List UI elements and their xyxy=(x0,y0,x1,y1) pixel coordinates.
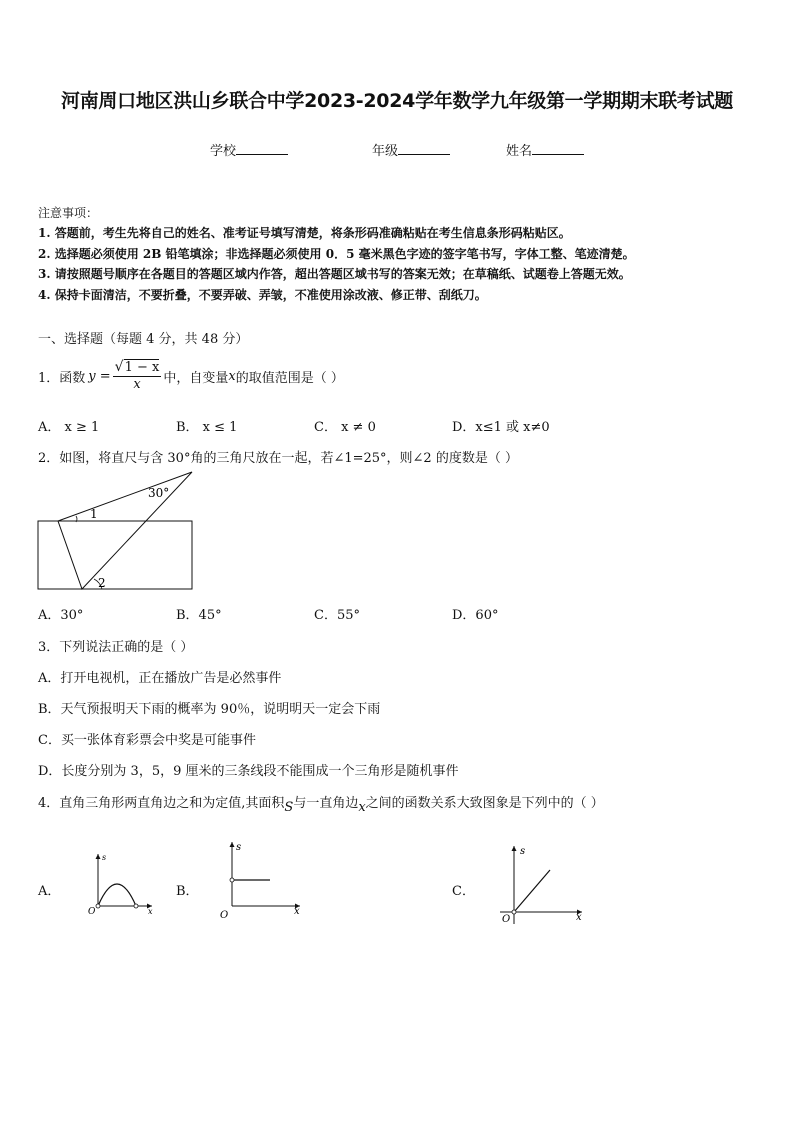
graph-a-y-label: s xyxy=(102,853,107,862)
q1-numerator: 1 − x xyxy=(124,360,160,375)
q1-option-a[interactable]: A． x ≥ 1 xyxy=(38,420,100,435)
triangle-shape xyxy=(58,472,192,589)
q4-text-b: 与一直角边 xyxy=(293,796,359,811)
graph-b-x-label: x xyxy=(294,906,300,917)
parabola-curve xyxy=(98,884,136,906)
q1-suffix: 中，自变量 xyxy=(163,370,229,386)
school-label: 学校 xyxy=(210,144,237,159)
notice-item-3: 3. 请按照题号顺序在各题目的答题区域内作答，超出答题区域书写的答案无效；在草稿纸、试题卷上答题无效。 xyxy=(38,267,631,281)
q4-option-b[interactable]: B． xyxy=(176,884,199,899)
q1-option-c[interactable]: C． x ≠ 0 xyxy=(314,420,376,435)
question-2: 2．如图，将直尺与含 30°角的三角尺放在一起，若∠1=25°，则∠2 的度数是（ ） xyxy=(38,451,518,466)
grade-field[interactable] xyxy=(372,140,450,159)
name-field[interactable] xyxy=(506,140,584,159)
angle-30-label: 30° xyxy=(148,486,170,500)
graph-a-x-label: x xyxy=(148,907,153,916)
q3-option-a[interactable]: A．打开电视机，正在播放广告是必然事件 xyxy=(38,671,282,686)
q3-option-d[interactable]: D．长度分别为 3，5，9 厘米的三条线段不能围成一个三角形是随机事件 xyxy=(38,764,459,779)
linear-line xyxy=(514,870,550,912)
q4-text-a: 4．直角三角形两直角边之和为定值,其面积 xyxy=(38,796,285,811)
q2-option-c[interactable]: C．55° xyxy=(314,608,360,623)
q1-prefix: 1．函数 xyxy=(38,370,86,386)
angle-1-arc xyxy=(76,516,77,522)
graph-b-y-label: s xyxy=(236,842,242,853)
q1-option-d[interactable]: D．x≤1 或 x≠0 xyxy=(452,420,550,435)
q4-var-x: x xyxy=(358,800,366,815)
angle-2-label: 2 xyxy=(98,576,106,590)
graph-b xyxy=(210,836,306,922)
q4-option-c[interactable]: C． xyxy=(452,884,475,899)
grade-label: 年级 xyxy=(372,144,399,159)
notice-item-4: 4. 保持卡面清洁，不要折叠，不要弄破、弄皱，不准使用涂改液、修正带、刮纸刀。 xyxy=(38,288,487,302)
graph-c-y-label: s xyxy=(520,846,526,857)
question-4 xyxy=(38,792,604,815)
question-1 xyxy=(38,354,344,398)
section-heading: 一、选择题（每题 4 分，共 48 分） xyxy=(38,332,249,347)
q4-option-a[interactable]: A． xyxy=(38,884,61,899)
q4-text-c: 之间的函数关系大致图象是下列中的（ ） xyxy=(365,796,604,811)
graph-c-origin: O xyxy=(502,914,511,925)
q4-var-s: S xyxy=(284,800,294,815)
q1-var: x xyxy=(228,368,236,384)
ruler-triangle-figure xyxy=(30,466,200,596)
question-3: 3．下列说法正确的是（ ） xyxy=(38,640,194,655)
name-label: 姓名 xyxy=(506,144,533,159)
q1-suffix2: 的取值范围是（ ） xyxy=(235,370,344,386)
q3-option-c[interactable]: C．买一张体育彩票会中奖是可能事件 xyxy=(38,733,256,748)
page-title: 河南周口地区洪山乡联合中学2023-2024学年数学九年级第一学期期末联考试题 xyxy=(61,90,733,112)
graph-c-x-label: x xyxy=(576,912,582,923)
graph-a xyxy=(84,848,164,918)
graph-a-origin: O xyxy=(88,907,96,917)
graph-c xyxy=(496,840,588,926)
grade-blank[interactable] xyxy=(398,142,450,155)
notice-heading: 注意事项： xyxy=(38,206,99,220)
q1-y: y = xyxy=(88,368,111,384)
school-field[interactable] xyxy=(210,140,288,159)
q2-option-b[interactable]: B．45° xyxy=(176,608,222,623)
q3-option-b[interactable]: B．天气预报明天下雨的概率为 90％，说明明天一定会下雨 xyxy=(38,702,381,717)
school-blank[interactable] xyxy=(236,142,288,155)
name-blank[interactable] xyxy=(532,142,584,155)
notice-item-1: 1. 答题前，考生先将自己的姓名、准考证号填写清楚，将条形码准确粘贴在考生信息条形码粘贴区。 xyxy=(38,226,571,240)
q2-option-d[interactable]: D．60° xyxy=(452,608,499,623)
q1-fraction: $\frac{√1 - x}{x}$ xyxy=(114,359,160,392)
q1-denominator: x xyxy=(133,377,141,392)
graph-b-origin: O xyxy=(220,910,229,921)
notice-item-2: 2. 选择题必须使用 2B 铅笔填涂；非选择题必须使用 0．5 毫米黑色字迹的签字笔书写，字体工整、笔迹清楚。 xyxy=(38,247,635,261)
angle-1-label: 1 xyxy=(90,507,98,521)
q2-option-a[interactable]: A．30° xyxy=(38,608,84,623)
q1-option-b[interactable]: B． x ≤ 1 xyxy=(176,420,238,435)
